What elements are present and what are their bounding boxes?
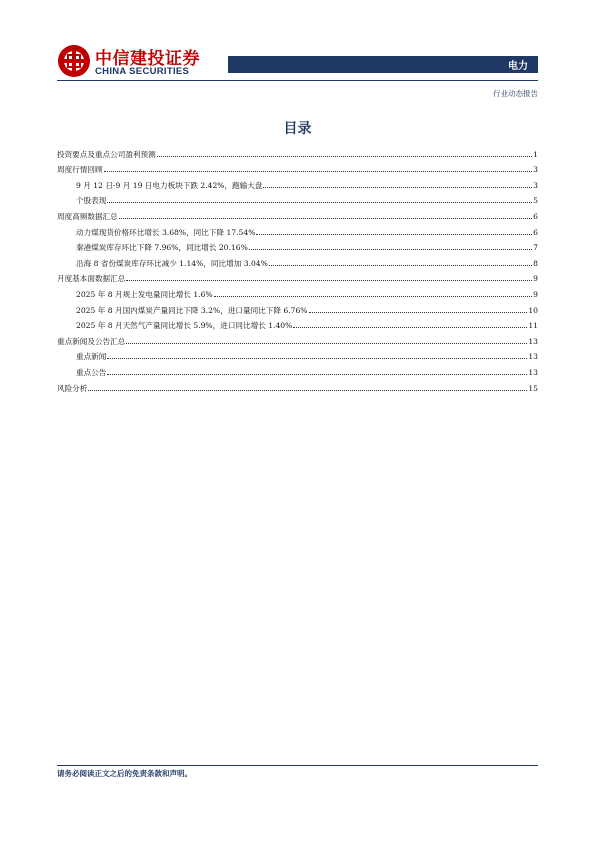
company-logo: [57, 44, 200, 78]
toc-leader-dots: [107, 202, 532, 203]
toc-entry-page: 8: [533, 258, 538, 268]
toc-leader-dots: [107, 374, 527, 375]
toc-entry-text: 个股表现: [76, 196, 107, 206]
toc-entry[interactable]: [57, 190, 538, 206]
toc-entry-text: 9 月 12 日-9 月 19 日电力板块下跌 2.42%，跑输大盘: [76, 180, 263, 190]
toc-entry-text: 重点新闻: [76, 352, 107, 362]
toc-leader-dots: [126, 280, 532, 281]
toc-leader-dots: [263, 187, 532, 188]
toc-entry-text: 动力煤现货价格环比增长 3.68%，同比下降 17.54%: [76, 227, 256, 237]
toc-entry-page: 11: [528, 321, 538, 331]
toc-leader-dots: [293, 327, 527, 328]
toc-entry[interactable]: [57, 299, 538, 315]
toc-leader-dots: [107, 358, 527, 359]
toc-entry-text: 2025 年 8 月规上发电量同比增长 1.6%: [76, 289, 213, 299]
toc-entry[interactable]: [57, 174, 538, 190]
toc-entry-text: 周度行情回顾: [57, 165, 103, 175]
toc-entry[interactable]: [57, 237, 538, 253]
toc-title: 目录: [283, 121, 312, 137]
toc-entry-text: 风险分析: [57, 383, 88, 393]
toc-entry[interactable]: [57, 159, 538, 175]
logo-english-name: CHINA SECURITIES: [95, 66, 190, 77]
toc-leader-dots: [88, 390, 527, 391]
toc-entry[interactable]: [57, 143, 538, 159]
toc-entry[interactable]: [57, 283, 538, 299]
china-securities-logo-icon: [57, 44, 91, 78]
logo-chinese-name: 中信建投证券: [95, 49, 200, 69]
toc-entry-text: 重点公告: [76, 367, 107, 377]
toc-entry-page: 13: [528, 352, 538, 362]
toc-entry-page: 5: [533, 196, 538, 206]
header-divider: [57, 80, 538, 81]
toc-entry-page: 13: [528, 367, 538, 377]
toc-entry-text: 2025 年 8 月天然气产量同比增长 5.9%，进口同比增长 1.40%: [76, 321, 293, 331]
toc-entry[interactable]: [57, 252, 538, 268]
toc-entry-page: 15: [528, 383, 538, 393]
toc-entry-page: 10: [528, 305, 538, 315]
toc-leader-dots: [249, 249, 532, 250]
footer-divider: [57, 765, 538, 766]
toc-entry[interactable]: [57, 377, 538, 393]
toc-entry-text: 周度高频数据汇总: [57, 211, 118, 221]
footer-disclaimer: 请务必阅读正文之后的免责条款和声明。: [57, 769, 192, 778]
toc-entry-page: 9: [533, 274, 538, 284]
toc-leader-dots: [269, 265, 532, 266]
toc-leader-dots: [126, 343, 527, 344]
toc-entry-text: 秦港煤炭库存环比下降 7.96%，同比增长 20.16%: [76, 243, 248, 253]
toc-entry-page: 3: [533, 180, 538, 190]
toc-entry-text: 投资要点及重点公司盈利预测: [57, 149, 156, 159]
toc-entry-page: 3: [533, 165, 538, 175]
toc-leader-dots: [256, 234, 532, 235]
toc-leader-dots: [214, 296, 533, 297]
toc-entry-text: 沿海 8 省份煤炭库存环比减少 1.14%，同比增加 3.04%: [76, 258, 268, 268]
toc-entry-page: 9: [533, 289, 538, 299]
toc-entry-page: 1: [533, 149, 538, 159]
table-of-contents: [57, 143, 538, 393]
toc-leader-dots: [309, 312, 528, 313]
toc-entry-text: 2025 年 8 月国内煤炭产量同比下降 3.2%，进口量同比下降 6.76%: [76, 305, 308, 315]
toc-entry[interactable]: [57, 361, 538, 377]
toc-entry-text: 月度基本面数据汇总: [57, 274, 126, 284]
report-type-label: 行业动态报告: [493, 89, 538, 98]
toc-entry[interactable]: [57, 330, 538, 346]
toc-entry-text: 重点新闻及公告汇总: [57, 336, 126, 346]
toc-entry[interactable]: [57, 221, 538, 237]
toc-leader-dots: [104, 171, 533, 172]
toc-entry-page: 13: [528, 336, 538, 346]
toc-entry[interactable]: [57, 205, 538, 221]
toc-entry-page: 6: [533, 211, 538, 221]
sector-banner: [228, 56, 538, 73]
toc-entry[interactable]: [57, 315, 538, 331]
toc-entry[interactable]: [57, 268, 538, 284]
toc-entry-page: 6: [533, 227, 538, 237]
toc-leader-dots: [157, 156, 532, 157]
toc-leader-dots: [119, 218, 532, 219]
toc-entry[interactable]: [57, 346, 538, 362]
sector-label: 电力: [508, 61, 528, 72]
toc-entry-page: 7: [533, 243, 538, 253]
